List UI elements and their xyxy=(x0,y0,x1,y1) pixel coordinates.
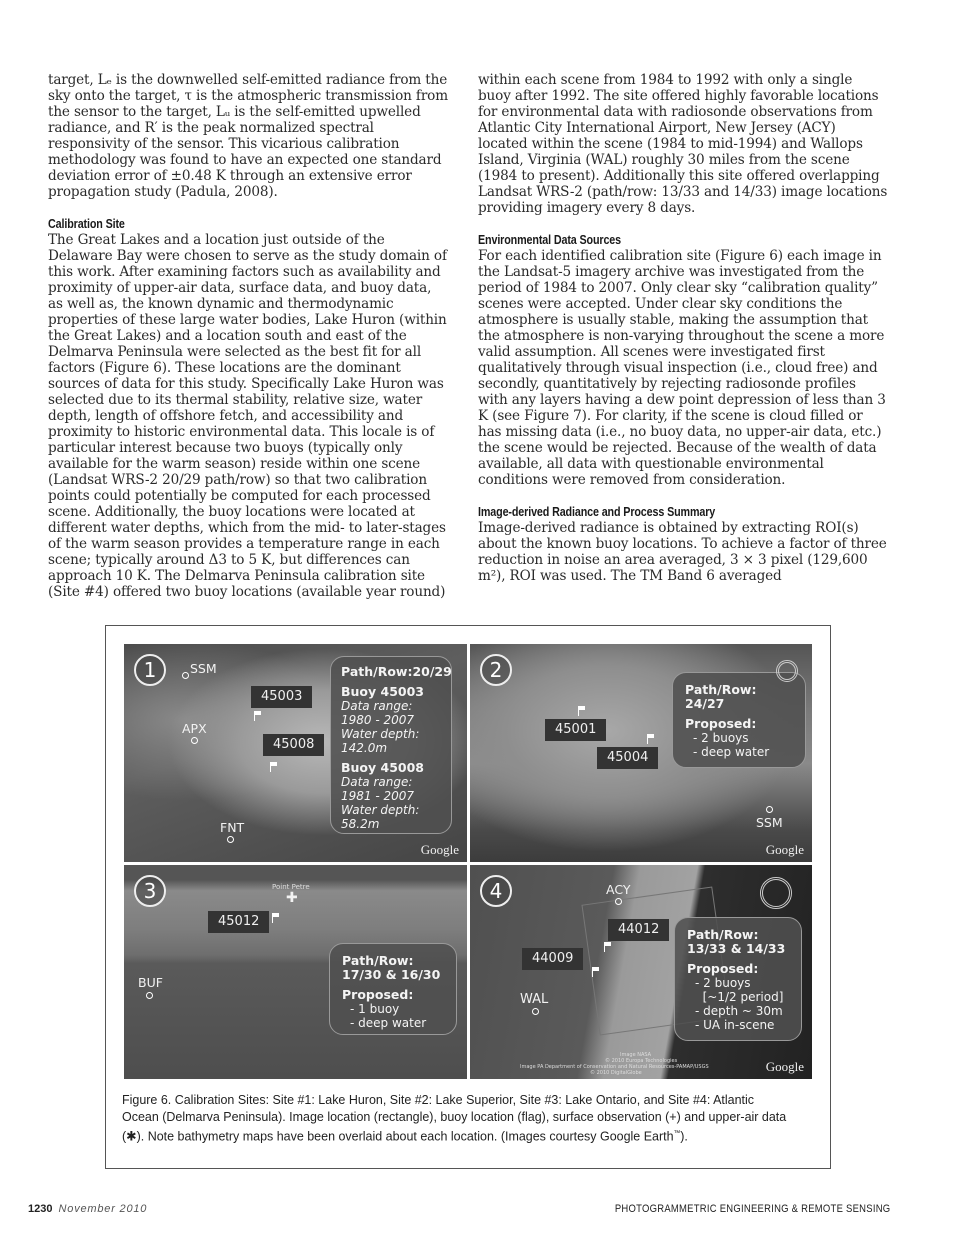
image-credit: © 2010 Europa Technologies xyxy=(605,1058,678,1064)
proposed-label: Proposed: xyxy=(342,987,414,1002)
upper-air-pin-icon xyxy=(766,806,773,813)
proposed-item: - 1 buoy xyxy=(350,1002,400,1016)
station-label-ssm: SSM xyxy=(756,815,783,830)
proposed-item: - deep water xyxy=(350,1016,427,1030)
image-credit: Image PA Department of Conservation and Natural Resources-PAMAP/USGS xyxy=(520,1064,709,1070)
buoy-tag-45008: 45008 xyxy=(263,734,324,756)
water-depth-value: 142.0m xyxy=(341,741,388,755)
map-panel-delmarva xyxy=(470,865,812,1079)
map-panel-lake-huron xyxy=(124,644,467,862)
site-info-box xyxy=(329,943,457,1035)
site-info-box xyxy=(330,656,452,834)
proposed-label: Proposed: xyxy=(687,961,759,976)
data-range-value: 1980 - 2007 xyxy=(341,713,415,727)
path-row-label: Path/Row: xyxy=(342,953,414,968)
surface-obs-plus-icon: ✚ xyxy=(286,890,298,906)
caption-text: Figure 6. Calibration Sites: Site #1: Lake Huron, Site #2: Lake Superior, Site #3: Lake Ontario, and Site #4: Atlantic Ocean (Delmarva Peninsula). Image location (rectangle), buoy location (flag), surface observation (+) and upper-air data (✱). Note bathymetry maps have been overlaid about each location. (Images courtesy Google Earth xyxy=(122,1092,787,1144)
compass-icon xyxy=(760,877,792,909)
proposed-item: - depth ~ 30m xyxy=(695,1004,783,1018)
map-panel-lake-ontario xyxy=(124,865,467,1079)
buoy-flag-icon xyxy=(270,762,278,772)
issue-date: November 2010 xyxy=(58,1203,148,1215)
calibration-site-heading: Calibration Site xyxy=(48,217,125,231)
google-watermark: Google xyxy=(765,1059,804,1074)
page-number: 1230 xyxy=(28,1203,53,1215)
buoy-tag-45012: 45012 xyxy=(208,911,269,933)
buoy-flag-icon xyxy=(578,706,586,716)
proposed-item: - deep water xyxy=(693,745,770,759)
upper-air-pin-icon xyxy=(182,672,189,679)
station-label-wal: WAL xyxy=(520,992,549,1007)
path-row-label: Path/Row:20/29 xyxy=(341,664,452,679)
station-label-acy: ACY xyxy=(606,882,631,897)
continuation-paragraph: within each scene from 1984 to 1992 with only a single buoy after 1992. The site offered highly favorable locations for environmental data with radiosonde observations from Atlantic City International Airport, New Jersey (ACY) located within the scene (1984 to mid-1994) and Wallops Island, Virginia (WAL) roughly 30 miles from the scene (1984 to present). Additionally this site offered overlapping Landsat WRS-2 (path/row: 13/33 and 14/33) image locations providing imagery every 8 days. xyxy=(478,72,888,216)
buoy-flag-icon xyxy=(272,913,280,923)
image-derived-heading: Image-derived Radiance and Process Summary xyxy=(478,505,716,519)
figure-map-grid xyxy=(124,644,812,1079)
station-label-ssm: SSM xyxy=(190,661,217,676)
water-depth-value: 58.2m xyxy=(341,817,380,831)
panel-number-badge: 3 xyxy=(134,875,166,907)
environmental-data-heading: Environmental Data Sources xyxy=(478,233,622,247)
buoy-flag-icon xyxy=(647,734,655,744)
place-label-point-petre: Point Petre xyxy=(272,883,310,891)
proposed-label: Proposed: xyxy=(685,716,757,731)
path-row-label: Path/Row: xyxy=(685,682,757,697)
buoy-tag-44009: 44009 xyxy=(522,948,583,970)
proposed-item: - UA in-scene xyxy=(695,1018,775,1032)
water-depth-label: Water depth: xyxy=(341,803,420,817)
panel-number-badge: 1 xyxy=(134,654,166,686)
google-watermark: Google xyxy=(420,842,459,857)
upper-air-pin-icon xyxy=(191,737,198,744)
proposed-item: - 2 buoys xyxy=(693,731,749,745)
buoy-flag-icon xyxy=(604,942,612,952)
left-column xyxy=(48,72,448,600)
site-info-box xyxy=(672,672,806,768)
proposed-item: [~1/2 period] xyxy=(695,990,784,1004)
upper-air-pin-icon xyxy=(532,1008,539,1015)
compass-icon xyxy=(776,660,798,682)
journal-name: PHOTOGRAMMETRIC ENGINEERING & REMOTE SENSING xyxy=(614,1203,890,1215)
path-row-value: 17/30 & 16/30 xyxy=(342,967,441,982)
buoy-title: Buoy 45008 xyxy=(341,760,425,775)
water-depth-label: Water depth: xyxy=(341,727,420,741)
buoy-tag-45001: 45001 xyxy=(545,719,606,741)
environmental-data-paragraph: For each identified calibration site (Figure 6) each image in the Landsat-5 imagery archive was investigated from the period of 1984 to 2007. Only clear sky “calibration quality” scenes were accepted. Under clear sky conditions the atmosphere is usually stable, making the assumption that the atmosphere is non-varying throughout the scene a more valid assumption. All scenes were investigated first qualitatively through visual inspection (i.e., cloud free) and secondly, quantitatively by rejecting radiosonde profiles with any layers having a dew point depression of less than 3 K (see Figure 7). For clarity, if the scene is cloud filled or has missing data (i.e., no buoy data, no upper-air data, etc.) the scene would be rejected. Because of the wealth of data available, all data with questionable environmental conditions were removed from consideration. xyxy=(478,248,886,488)
image-credit: Image NASA xyxy=(620,1052,652,1058)
google-watermark: Google xyxy=(765,842,804,857)
data-range-label: Data range: xyxy=(341,699,413,713)
path-row-value: 13/33 & 14/33 xyxy=(687,941,786,956)
path-row-value: 24/27 xyxy=(685,696,725,711)
page-footer-left xyxy=(28,1203,147,1215)
panel-number-badge: 4 xyxy=(480,875,512,907)
station-label-fnt: FNT xyxy=(220,820,245,835)
data-range-label: Data range: xyxy=(341,775,413,789)
panel-number-badge: 2 xyxy=(480,654,512,686)
buoy-tag-45004: 45004 xyxy=(597,747,658,769)
buoy-title: Buoy 45003 xyxy=(341,684,425,699)
intro-paragraph: target, Lₑ is the downwelled self-emitted radiance from the sky onto the target, τ is the atmospheric transmission from the sensor to the target, Lᵤ is the self-emitted upwelled radiance, and R′ is the peak normalized spectral responsivity of the sensor. This vicarious calibration methodology was found to have an expected one standard deviation error of ±0.48 K through an extensive error propagation study (Padula, 2008). xyxy=(48,72,448,200)
station-label-buf: BUF xyxy=(138,975,163,990)
path-row-label: Path/Row: xyxy=(687,927,759,942)
upper-air-pin-icon xyxy=(615,898,622,905)
figure-6 xyxy=(105,625,831,1169)
calibration-site-paragraph: The Great Lakes and a location just outside of the Delaware Bay were chosen to serve as the study domain of this work. After examining factors such as availability and proximity of upper-air data, surface data, and buoy data, as well as, the known dynamic and thermodynamic properties of these large water bodies, Lake Huron (within the Great Lakes) and a location south and east of the Delmarva Peninsula were selected as the best fit for all factors (Figure 6). These locations are the dominant sources of data for this study. Specifically Lake Huron was selected due to its thermal stability, relative size, water depth, length of offshore fetch, and accessibility and proximity to historic environmental data. This locale is of particular interest because two buoys (typically only available for the warm season) reside within one scene (Landsat WRS-2 20/29 path/row) so that two calibration points could potentially be computed for each processed scene. Additionally, the buoy locations were located at different water depths, which from the mid- to later-stages of the warm season provides a temperature range in each scene; typically around Δ3 to 5 K, but differences can approach 10 K. The Delmarva Peninsula calibration site (Site #4) offered two buoy locations (available year round) xyxy=(48,232,447,600)
station-label-apx: APX xyxy=(182,721,207,736)
site-info-box xyxy=(674,917,802,1041)
image-credit: © 2010 DigitalGlobe xyxy=(590,1070,642,1076)
buoy-flag-icon xyxy=(254,711,262,721)
data-range-value: 1981 - 2007 xyxy=(341,789,415,803)
caption-end: ). xyxy=(680,1128,688,1144)
map-panel-lake-superior xyxy=(470,644,812,862)
figure-caption xyxy=(122,1091,794,1144)
buoy-tag-45003: 45003 xyxy=(251,686,312,708)
trademark-symbol: ™ xyxy=(673,1130,681,1137)
buoy-tag-44012: 44012 xyxy=(608,919,669,941)
image-derived-paragraph: Image-derived radiance is obtained by extracting ROI(s) about the known buoy locations. To achieve a factor of three reduction in noise an area averaged, 3 × 3 pixel (129,600 m²), ROI was used. The TM Band 6 averaged xyxy=(478,520,887,584)
surface-obs-pin-icon xyxy=(227,836,234,843)
proposed-item: - 2 buoys xyxy=(695,976,751,990)
upper-air-pin-icon xyxy=(146,992,153,999)
buoy-flag-icon xyxy=(592,967,600,977)
right-column xyxy=(478,72,888,584)
